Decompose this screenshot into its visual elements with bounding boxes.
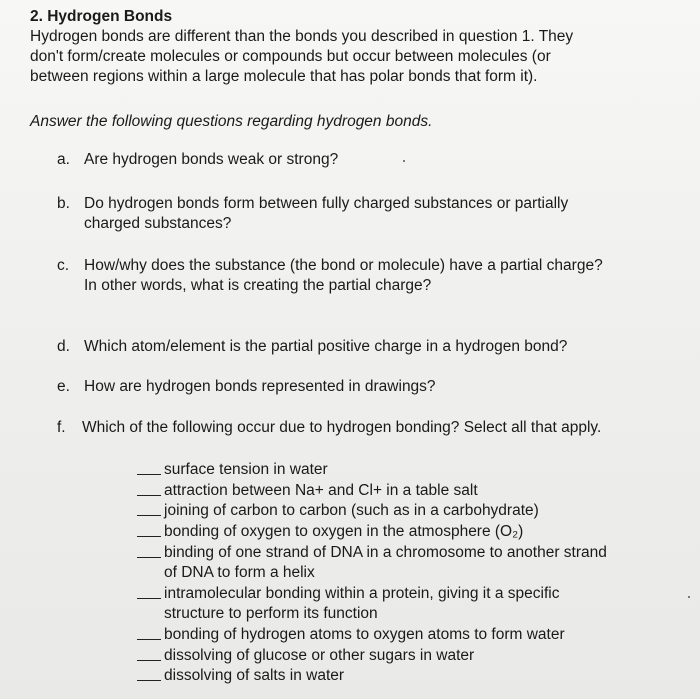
option-text: surface tension in water bbox=[164, 461, 328, 478]
speck bbox=[403, 160, 405, 162]
option-text: bonding of oxygen to oxygen in the atmosphere (O₂) bbox=[164, 523, 524, 540]
intro-line-2: don't form/create molecules or compounds but occur between molecules (or bbox=[30, 48, 551, 65]
answer-blank[interactable] bbox=[137, 536, 161, 537]
question-label: b. bbox=[57, 195, 70, 212]
option-text: dissolving of glucose or other sugars in water bbox=[164, 647, 475, 664]
speck bbox=[688, 596, 690, 598]
answer-blank[interactable] bbox=[137, 660, 161, 661]
answer-blank[interactable] bbox=[137, 639, 161, 640]
answer-blank[interactable] bbox=[137, 557, 161, 558]
intro-line-1: Hydrogen bonds are different than the bonds you described in question 1. They bbox=[30, 28, 574, 45]
question-f-text: Which of the following occur due to hydrogen bonding? Select all that apply. bbox=[82, 419, 602, 436]
option-text-line-1: intramolecular bonding within a protein, giving it a specific bbox=[164, 585, 560, 602]
option-text-line-2: structure to perform its function bbox=[164, 605, 378, 622]
question-c-text-line-2: In other words, what is creating the partial charge? bbox=[84, 277, 432, 294]
answer-blank[interactable] bbox=[137, 598, 161, 599]
answer-blank[interactable] bbox=[137, 680, 161, 681]
question-d-text: Which atom/element is the partial positive charge in a hydrogen bond? bbox=[84, 338, 568, 355]
option-text-line-1: binding of one strand of DNA in a chromosome to another strand bbox=[164, 544, 607, 561]
question-b-text-line-2: charged substances? bbox=[84, 215, 232, 232]
intro-line-3: between regions within a large molecule that has polar bonds that form it). bbox=[30, 68, 538, 85]
instruction-text: Answer the following questions regarding hydrogen bonds. bbox=[30, 113, 433, 130]
option-text: dissolving of salts in water bbox=[164, 667, 345, 684]
option-text: bonding of hydrogen atoms to oxygen atoms to form water bbox=[164, 626, 565, 643]
question-a-text: Are hydrogen bonds weak or strong? bbox=[84, 151, 339, 168]
question-c-text-line-1: How/why does the substance (the bond or molecule) have a partial charge? bbox=[84, 257, 603, 274]
question-label: d. bbox=[57, 338, 70, 355]
question-b-text-line-1: Do hydrogen bonds form between fully charged substances or partially bbox=[84, 195, 569, 212]
answer-blank[interactable] bbox=[137, 495, 161, 496]
option-text: joining of carbon to carbon (such as in a carbohydrate) bbox=[164, 502, 539, 519]
option-text-line-2: of DNA to form a helix bbox=[164, 564, 315, 581]
question-label: f. bbox=[57, 419, 66, 436]
answer-blank[interactable] bbox=[137, 474, 161, 475]
question-e-text: How are hydrogen bonds represented in drawings? bbox=[84, 378, 436, 395]
option-text: attraction between Na+ and Cl+ in a table salt bbox=[164, 482, 478, 499]
question-label: c. bbox=[57, 257, 70, 274]
question-label: a. bbox=[57, 151, 70, 168]
question-label: e. bbox=[57, 378, 70, 395]
answer-blank[interactable] bbox=[137, 515, 161, 516]
section-heading: 2. Hydrogen Bonds bbox=[30, 8, 173, 25]
